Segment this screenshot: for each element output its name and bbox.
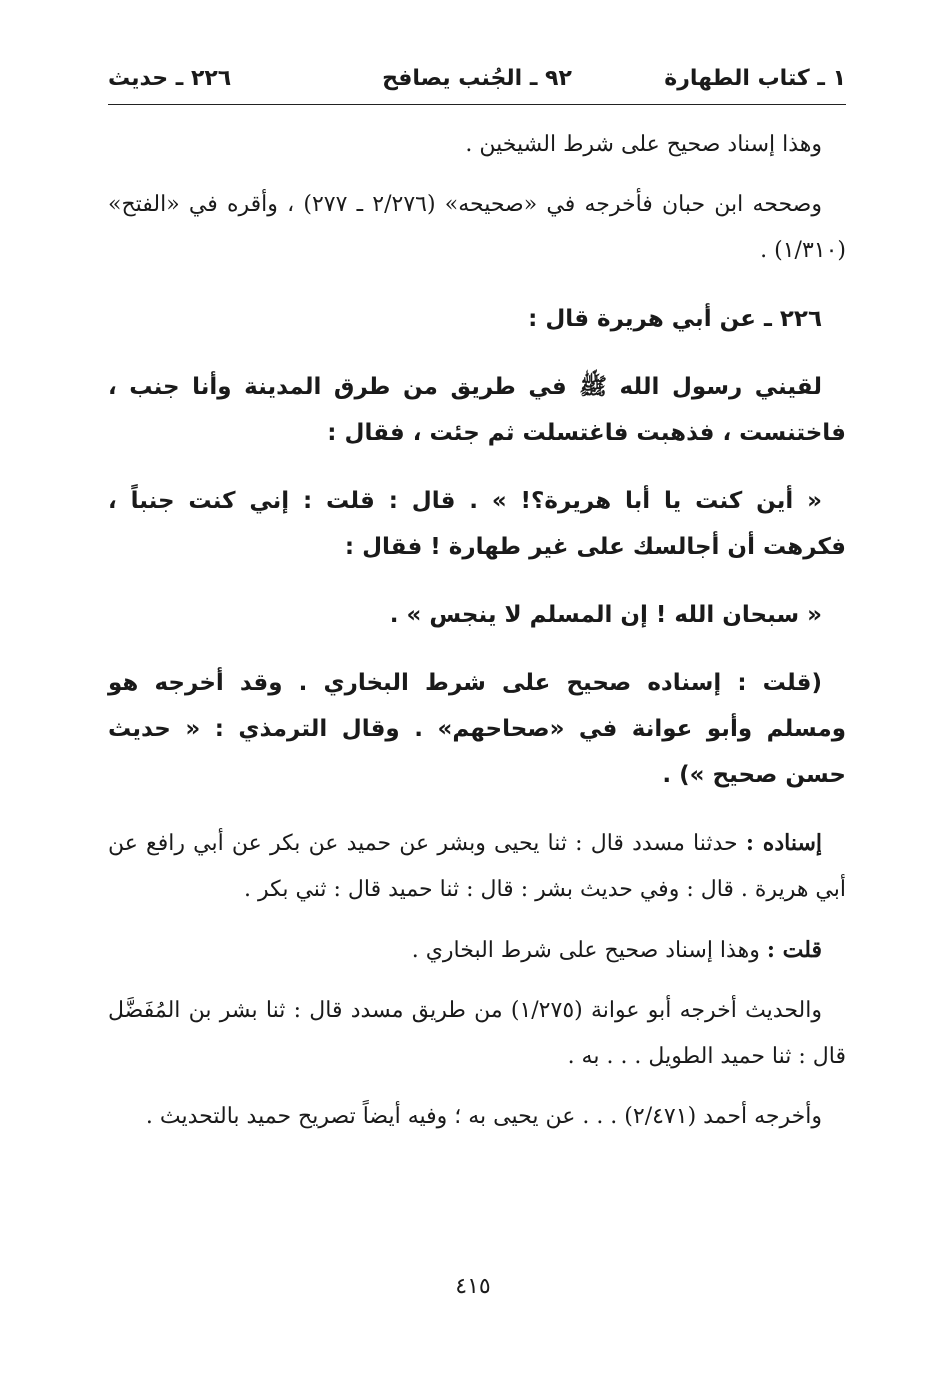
hadith-text: لقيني رسول الله ﷺ في طريق من طرق المدينة وأنا جنب ، فاختنست ، فذهبت فاغتسلت ثم جئت ، فقال : [108, 374, 846, 446]
isnad-text: حدثنا مسدد قال : ثنا يحيى وبشر عن حميد عن بكر عن أبي رافع عن أبي هريرة . قال : وفي حديث بشر : قال : ثنا حميد قال : ثني بكر . [108, 831, 846, 902]
header-hadith-number: ٢٢٦ ـ حديث [108, 66, 232, 91]
hadith-heading: ٢٢٦ ـ عن أبي هريرة قال : [528, 306, 822, 332]
commentary-paragraph [108, 820, 846, 913]
header-book-title: ١ ـ كتاب الطهارة [664, 66, 846, 91]
page-number: ٤١٥ [455, 1274, 491, 1299]
header-chapter-title: ٩٢ ـ الجُنب يصافح [382, 66, 572, 91]
note-text: وهذا إسناد صحيح على شرط البخاري . [411, 938, 767, 963]
paragraph: وهذا إسناد صحيح على شرط الشيخين . [465, 132, 822, 157]
note-label: قلت : [766, 937, 822, 963]
grading-paragraph: (قلت : إسناده صحيح على شرط البخاري . وقد أخرجه هو ومسلم وأبو عوانة في «صحاحهم» . وقال الترمذي : « حديث حسن صحيح ») . [108, 670, 846, 788]
commentary-paragraph: وأخرجه أحمد (٢/٤٧١) . . . عن يحيى به ؛ وفيه أيضاً تصريح حميد بالتحديث . [145, 1104, 822, 1129]
commentary-paragraph: والحديث أخرجه أبو عوانة (١/٢٧٥) من طريق مسدد قال : ثنا بشر بن المُفَضَّل قال : ثنا حميد الطويل . . . به . [108, 998, 846, 1069]
hadith-text: « أين كنت يا أبا هريرة؟! » . قال : قلت : إني كنت جنباً ، فكرهت أن أجالسك على غير طهارة ! فقال : [108, 488, 846, 560]
isnad-label: إسناده : [745, 830, 822, 856]
running-header [108, 60, 846, 105]
hadith-text: « سبحان الله ! إن المسلم لا ينجس » . [389, 602, 822, 628]
paragraph: وصححه ابن حبان فأخرجه في «صحيحه» (٢/٢٧٦ ـ ٢٧٧) ، وأقره في «الفتح» (١/٣١٠) . [108, 192, 846, 263]
page-body [108, 122, 846, 1154]
commentary-paragraph [108, 927, 846, 974]
